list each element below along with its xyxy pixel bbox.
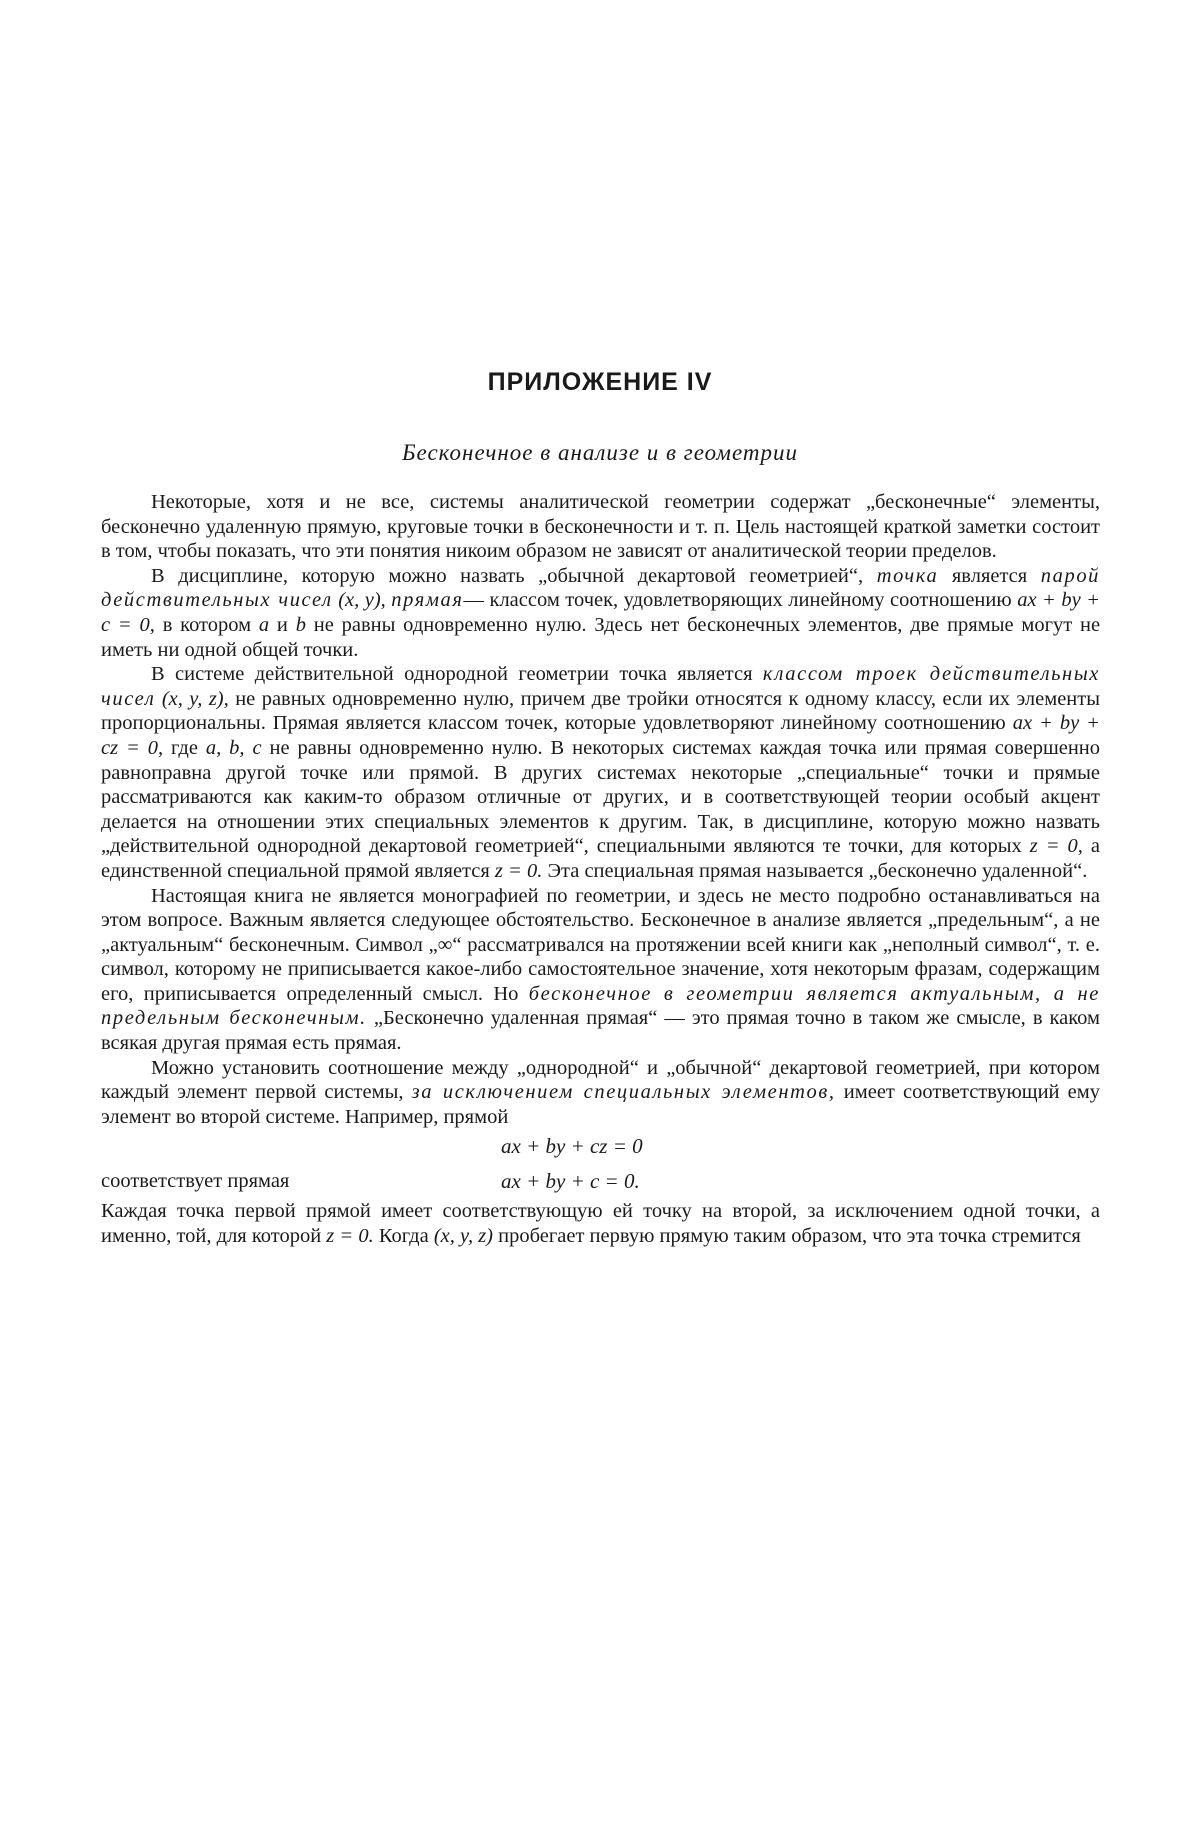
formula-row-1 bbox=[101, 1129, 1100, 1164]
emphasis: парой действительных чисел bbox=[101, 564, 1101, 612]
text-run: Каждая точка первой прямой имеет соответствующую ей точку на второй, за исключением одной точки, а именно, той, для которой bbox=[101, 1200, 1100, 1248]
formula-homogeneous-line: ax + by + cz = 0 bbox=[501, 1134, 643, 1159]
text-run: не равны одновременно нулю. В некоторых системах каждая точка или прямая совершенно равноправна другой точке или прямой. В других системах некоторые „специальные“ точки и прямые рассматриваются как каким-то образом отличные от других, и в соответствующей теории особый акцент делается на отношении этих специальных элементов к другим. Так, в дисциплине, которую можно назвать „действительной однородной декартовой геометрией“, специальными являются те точки, для которых bbox=[101, 736, 1101, 858]
text-run: Можно установить соотношение между „однородной“ и „обычной“ декартовой геометрией, при котором каждый элемент первой системы, bbox=[101, 1056, 1100, 1104]
appendix-title: ПРИЛОЖЕНИЕ IV bbox=[487, 368, 713, 396]
paragraph-6 bbox=[101, 1199, 1100, 1248]
paragraph-1: Некоторые, хотя и не все, системы аналитической геометрии содержат „бесконечные“ элементы, бесконечно удаленную прямую, круговые точки в бесконечности и т. п. Цель настоящей краткой заметки состоит в том, чтобы показать, что эти понятия никоим образом не зависят от аналитической теории пределов. bbox=[101, 491, 1100, 563]
math-expression: ax + by + c = 0, bbox=[101, 589, 1100, 636]
paragraph-5 bbox=[101, 1056, 1100, 1130]
text-run: пробегает первую прямую таким образом, что эта точка стремится bbox=[498, 1225, 1081, 1248]
text-run: является bbox=[951, 564, 1028, 587]
body-text bbox=[101, 490, 1100, 1249]
math-variable: a bbox=[258, 613, 270, 636]
text-run: где bbox=[171, 736, 198, 759]
formula-ordinary-line: ax + by + c = 0. bbox=[501, 1169, 640, 1194]
math-expression: ax + by + cz = 0, bbox=[101, 712, 1101, 759]
emphasis: бесконечное в геометрии является актуальным, а не предельным бесконечным. bbox=[101, 982, 1101, 1030]
text-run: а единственной специальной прямой является bbox=[101, 835, 1101, 882]
text-run: и bbox=[276, 613, 288, 636]
text-run: Эта специальная прямая называется „бесконечно удаленной“. bbox=[547, 859, 1088, 882]
text-run: не равных одновременно нулю, причем две тройки относятся к одному классу, если их элементы пропорциональны. Прямая является классом точек, которые удовлетворяют линейному соотношению bbox=[101, 687, 1100, 735]
math-expression: (x, y), bbox=[338, 589, 386, 612]
math-variable: b bbox=[295, 613, 306, 636]
emphasis: за исключением специальных элементов, bbox=[411, 1081, 836, 1104]
emphasis: классом троек действительных чисел bbox=[101, 663, 1100, 710]
emphasis: прямая bbox=[391, 589, 464, 612]
text-run: имеет соответствующий ему элемент во второй системе. Например, прямой bbox=[101, 1081, 1100, 1128]
corresponds-label: соответствует прямая bbox=[101, 1170, 290, 1193]
text-run: — классом точек, удовлетворяющих линейному соотношению bbox=[463, 589, 1012, 612]
text-run: в котором bbox=[162, 613, 252, 636]
text-run: „Бесконечно удаленная прямая“ — это прямая точно в таком же смысле, в каком всякая другая прямая есть прямая. bbox=[101, 1007, 1101, 1055]
math-expression: z = 0. bbox=[326, 1225, 374, 1248]
text-run: В системе действительной однородной геометрии точка является bbox=[151, 663, 753, 686]
math-expression: z = 0. bbox=[494, 859, 543, 882]
math-expression: z = 0, bbox=[1029, 835, 1083, 858]
formula-row-2 bbox=[101, 1164, 1100, 1199]
paragraph-2 bbox=[101, 564, 1100, 662]
math-expression: a, b, c bbox=[205, 736, 262, 759]
text-run: В дисциплине, которую можно назвать „обычной декартовой геометрией“, bbox=[151, 564, 864, 587]
text-run: не равны одновременно нулю. Здесь нет бесконечных элементов, две прямые могут не иметь ни одной общей точки. bbox=[101, 613, 1101, 661]
math-expression: (x, y, z), bbox=[161, 687, 229, 710]
math-expression: (x, y, z) bbox=[433, 1225, 494, 1248]
paragraph-4 bbox=[101, 884, 1100, 1056]
text-run: Когда bbox=[378, 1225, 429, 1248]
emphasis: точка bbox=[876, 564, 939, 587]
appendix-subtitle: Бесконечное в анализе и в геометрии bbox=[401, 440, 798, 465]
paragraph-3 bbox=[101, 662, 1100, 883]
text-run: Настоящая книга не является монографией по геометрии, и здесь не место подробно останавливаться на этом вопросе. Важным является следующее обстоятельство. Бесконечное в анализе является „предельным“, а не „актуальным“ бесконечным. Символ „∞“ рассматривался на протяжении всей книги как „неполный символ“, т. е. символ, которому не приписывается какое-либо самостоятельное значение, хотя некоторым фразам, содержащим его, приписывается определенный смысл. Но bbox=[101, 884, 1100, 1005]
